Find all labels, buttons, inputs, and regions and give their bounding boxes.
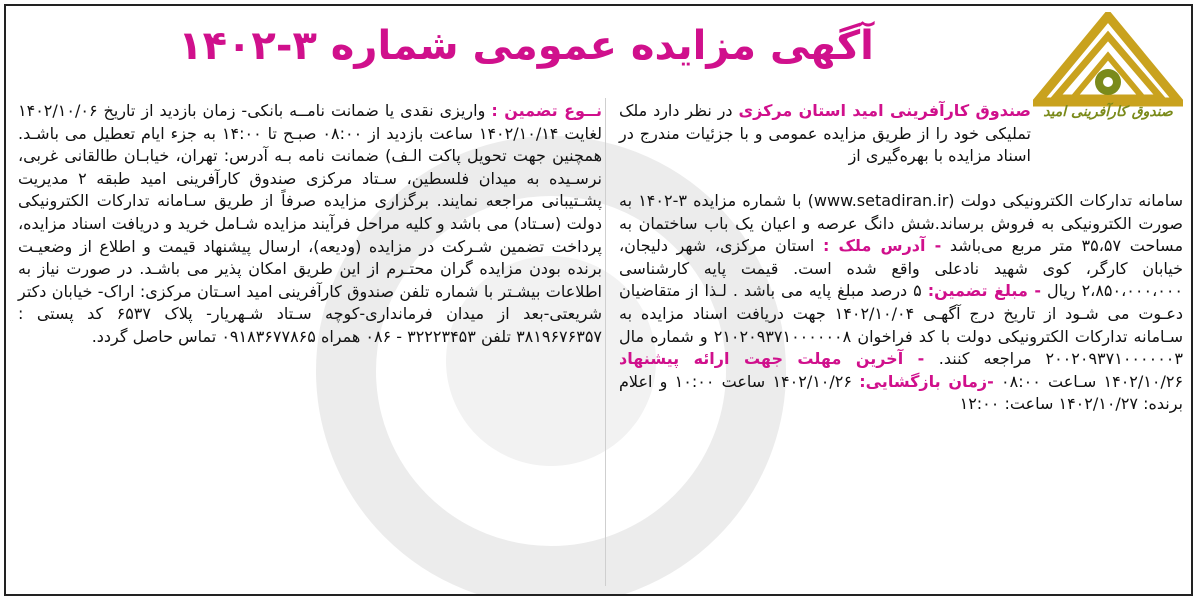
address-text: استان مرکزی، شهر دلیجان، خیابان کارگر، کوی شهید نادعلی واقع شده است. قیمت پایه کارشناسی ۲،۸۵۰،۰۰۰،۰۰۰ ریال — [619, 236, 1184, 301]
deposit-text: ۵ درصد مبلغ پایه می باشد . لـذا از متقاضیان دعـوت می شـود از تاریخ درج آگهـی ۱۴۰۲/۱۰/۰۴ جهت دریافت اسناد مزایده به سـامانه تدارکات الکترونیکی دولت با کد فراخوان ۲۱۰۲۰۹۳۷۱۰۰۰۰۰۰۸ و شماره مال ۲۰۰۲۰۹۳۷۱۰۰۰۰۰۰۳ مراجعه کنند. — [619, 281, 1184, 369]
right-column-intro — [619, 100, 1031, 168]
deposit-label: - مبلغ تضمین: — [927, 281, 1041, 301]
auction-notice — [4, 4, 1193, 596]
guarantee-text: واریزی نقدی یا ضمانت نامــه بانکی- زمان بازدید از تاریخ ۱۴۰۲/۱۰/۰۶ لغایت ۱۴۰۲/۱۰/۱۴ ساعت بازدید از ۰۸:۰۰ صبـح تا ۱۴:۰۰ به جزء ایام تعطیل می باشـد. همچنین جهت تحویل پاکت الـف) ضمانت نامه بـه آدرس: تهران، خیابـان طالقانی غربی، نرسـیده به میدان فلسطین، سـتاد مرکزی صندوق کارآفرینی امید طبقه ۲ مدیریت پشـتیبانی مراجعه نمایند. برگزاری مزایده صرفاً از طریق سـامانه تدارکات الکترونیکی دولت (سـتاد) می باشد و کلیه مراحل فرآیند مزایده شـامل خرید و دریافت اسناد مزایده، پرداخت تضمین شـرکت در مزایده (ودیعه)، ارسال پیشنهاد قیمت و اطلاع از وضعیـت برنده بودن مزایده گران محتـرم از این طریق امکان پذیر می باشـد. در صورت نیاز به اطلاعات بیشـتر با شماره تلفن صندوق کارآفرینی امید اسـتان مرکزی: اراک- خیابان دکتر شریعتی-بعد از میدان فرمانداری-کوچه سـتاد شـهریار- پلاک ۶۵۳۷ کد پستی : ۳۸۱۹۶۷۶۳۵۷ تلفن ۳۲۲۲۳۴۵۳ - ۰۸۶ همراه ۰۹۱۸۳۶۷۷۸۶۵ تماس حاصل گردد. — [18, 101, 603, 346]
opening-text: ۱۴۰۲/۱۰/۲۶ ساعت ۱۰:۰۰ و اعلام برنده: ۱۴۰۲/۱۰/۲۷ ساعت: ۱۲:۰۰ — [619, 371, 1183, 414]
column-divider — [605, 98, 606, 586]
logo-triangle-icon — [1033, 12, 1183, 107]
intro-org: صندوق کارآفرینی امید استان مرکزی — [738, 101, 1031, 120]
intro-text-2: سامانه تدارکات الکترونیکی دولت (www.setadiran.ir) با شماره مزایده ۳-۱۴۰۲ به صورت الکترونیکی به فروش برساند.شش دانگ عرصه و اعیان یک باب ساختمان به مساحت ۳۵،۵۷ متر مربع می‌باشد — [619, 191, 1184, 256]
notice-title-wrap — [26, 10, 1026, 82]
logo-text: صندوق کارآفرینی امید — [1043, 104, 1173, 120]
right-column-body — [619, 190, 1183, 416]
guarantee-label: نــوع تضمین : — [491, 101, 603, 120]
left-column — [18, 100, 602, 349]
deadline-text: ۱۴۰۲/۱۰/۲۶ سـاعت ۰۸:۰۰ — [993, 371, 1184, 391]
notice-title: آگهی مزایده عمومی شماره ۳-۱۴۰۲ — [178, 23, 874, 69]
intro-text: در نظر دارد ملک تملیکی خود را از طریق مزایده عمومی و با جزئیات مندرج در اسناد مزایده با بهره‌گیری از — [619, 101, 1031, 166]
opening-label: -زمان بازگشایی: — [859, 371, 994, 391]
logo — [1033, 12, 1183, 132]
deadline-label: - آخرین مهلت جهت ارائه پیشنهاد — [619, 349, 939, 369]
address-label: - آدرس ملک : — [823, 236, 942, 256]
